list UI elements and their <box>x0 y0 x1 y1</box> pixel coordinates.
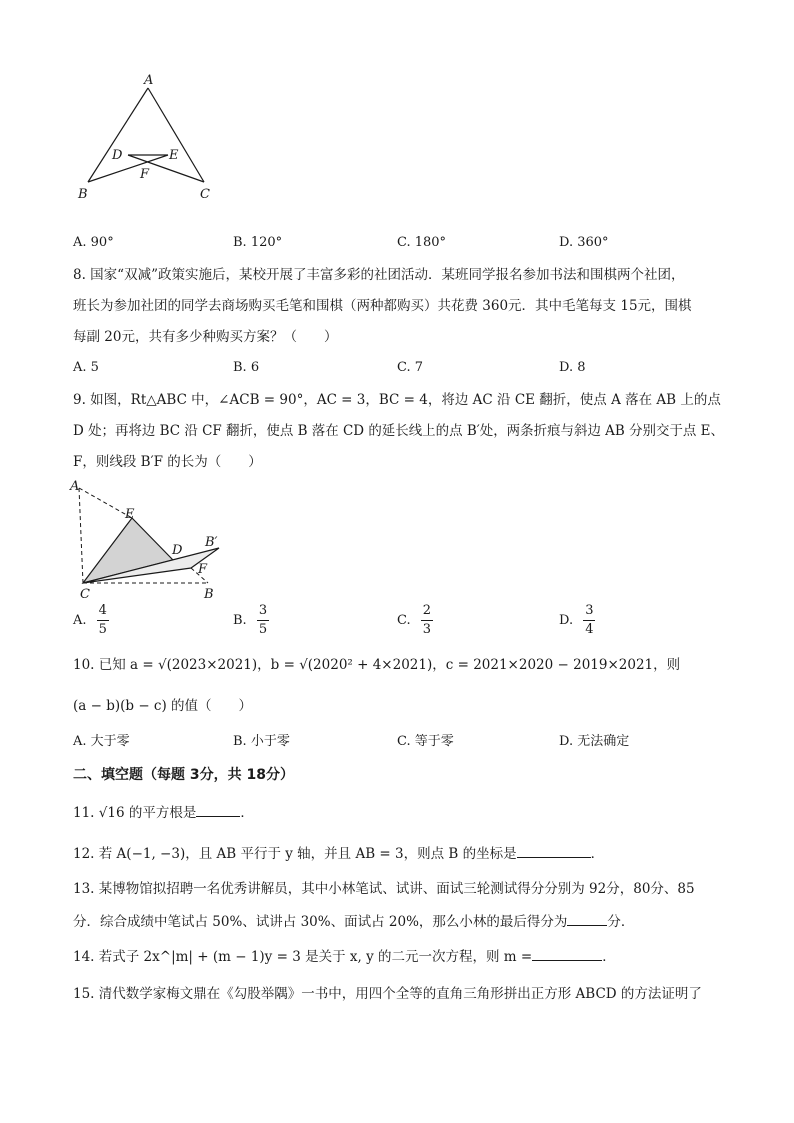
q9-option-b-letter: B. <box>233 613 247 628</box>
q10-option-d: D. 无法确定 <box>559 734 630 749</box>
q9-label-d: D <box>172 543 183 558</box>
q9-label-f: F <box>198 562 208 577</box>
q8-text-line2: 班长为参加社团的同学去商场购买毛笔和围棋（两种都购买）共花费 360元．其中毛笔每支 15元，围棋 <box>73 298 692 314</box>
q10-text-line2: (a − b)(b − c) 的值（ ） <box>73 698 253 714</box>
q8-option-d: D. 8 <box>559 360 586 375</box>
fraction-bar <box>97 620 109 621</box>
q12-text: 12. 若 A(−1, −3)，且 AB 平行于 y 轴，并且 AB = 3，则点 B 的坐标是 <box>73 846 517 862</box>
q7-line-be <box>88 155 168 182</box>
q9-option-d-fraction <box>583 604 595 637</box>
fraction-bar <box>257 620 269 621</box>
q8-text-line3: 每副 20元，共有多少种购买方案？（ ） <box>73 329 338 345</box>
q9-option-b-fraction <box>257 604 269 637</box>
q9-option-c <box>397 604 433 637</box>
q13-line2 <box>73 911 634 931</box>
q10-text-line1: 10. 已知 a = √(2023×2021)，b = √(2020² + 4×2021)，c = 2021×2020 − 2019×2021，则 <box>73 657 681 673</box>
q9-option-a-numerator: 4 <box>98 603 107 618</box>
q7-label-e: E <box>169 148 179 163</box>
q12-answer-blank[interactable] <box>517 843 591 858</box>
q7-option-d: D. 360° <box>559 235 609 250</box>
q9-option-a-denominator: 5 <box>98 622 107 637</box>
q7-line-ac <box>148 88 204 182</box>
q9-option-d <box>559 604 596 637</box>
q9-label-c: C <box>80 587 90 602</box>
q14-answer-blank[interactable] <box>532 946 602 961</box>
q9-option-d-numerator: 3 <box>585 603 594 618</box>
q9-option-c-numerator: 2 <box>422 603 432 618</box>
q10-option-c: C. 等于零 <box>397 734 454 749</box>
q9-label-b: B <box>204 587 214 602</box>
q11-period: ． <box>240 805 254 821</box>
q11-line <box>73 802 254 822</box>
q10-option-b: B. 小于零 <box>233 734 290 749</box>
q7-label-d: D <box>112 148 123 163</box>
section-title-fill-in: 二、填空题（每题 3分，共 18分） <box>73 767 294 783</box>
q9-label-a: A <box>70 479 80 494</box>
q9-text-line1: 9. 如图，Rt△ABC 中，∠ACB = 90°，AC = 3，BC = 4，将边 AC 沿 CE 翻折，使点 A 落在 AB 上的点 <box>73 392 721 408</box>
q7-line-ab <box>88 88 148 182</box>
q13-text-line2: 分．综合成绩中笔试占 50%、试讲占 30%、面试占 20%，那么小林的最后得分为 <box>73 914 568 930</box>
q13-text-line2-end: 分． <box>607 914 635 930</box>
fraction-bar <box>421 620 433 621</box>
q9-option-d-denominator: 4 <box>585 622 594 637</box>
q7-label-b: B <box>78 187 88 202</box>
q7-option-c: C. 180° <box>397 235 447 250</box>
q9-option-b <box>233 604 269 637</box>
fraction-bar <box>583 620 595 621</box>
q8-option-b: B. 6 <box>233 360 260 375</box>
q8-option-c: C. 7 <box>397 360 424 375</box>
q9-option-b-denominator: 5 <box>258 622 268 637</box>
q10-option-a: A. 大于零 <box>73 734 130 749</box>
q9-dashed-ac <box>79 488 83 583</box>
q7-label-f: F <box>140 167 150 182</box>
q9-option-a-fraction <box>97 604 109 637</box>
q9-label-e: E <box>125 507 135 522</box>
q9-option-a <box>73 604 109 637</box>
q13-answer-blank[interactable] <box>567 911 607 926</box>
q9-option-a-letter: A. <box>73 613 87 628</box>
q7-label-c: C <box>200 187 210 202</box>
q14-text: 14. 若式子 2x^|m| + (m − 1)y = 3 是关于 x, y 的二元一次方程，则 m = <box>73 949 533 965</box>
q9-option-d-letter: D. <box>559 613 574 628</box>
q12-line <box>73 843 604 863</box>
q12-period: ． <box>590 846 605 862</box>
q9-figure <box>65 476 235 604</box>
q8-text-line1: 8. 国家“双减”政策实施后，某校开展了丰富多彩的社团活动．某班同学报名参加书法和围棋两个社团， <box>73 267 685 283</box>
q9-option-c-fraction <box>421 604 433 637</box>
q7-label-a: A <box>144 73 154 88</box>
q13-text-line1: 13. 某博物馆拟招聘一名优秀讲解员，其中小林笔试、试讲、面试三轮测试得分分别为 92分，80分、85 <box>73 881 695 897</box>
q9-text-line2: D 处；再将边 BC 沿 CF 翻折，使点 B 落在 CD 的延长线上的点 B′处，两条折痕与斜边 AB 分别交于点 E、 <box>73 423 724 439</box>
q14-period: ． <box>602 949 616 965</box>
q7-figure <box>70 70 230 210</box>
q14-line <box>73 946 616 966</box>
q9-label-b-prime: B′ <box>205 535 218 550</box>
q15-text-line1: 15. 清代数学家梅文鼎在《勾股举隅》一书中，用四个全等的直角三角形拼出正方形 ABCD 的方法证明了 <box>73 986 702 1002</box>
q8-option-a: A. 5 <box>73 360 99 375</box>
q9-option-c-denominator: 3 <box>422 622 432 637</box>
q11-answer-blank[interactable] <box>196 802 240 817</box>
q7-option-b: B. 120° <box>233 235 283 250</box>
q11-text: 11. √16 的平方根是 <box>73 805 197 821</box>
q9-text-line3: F，则线段 B′F 的长为（ ） <box>73 454 262 470</box>
q7-option-a: A. 90° <box>73 235 114 250</box>
q9-option-b-numerator: 3 <box>258 603 268 618</box>
q9-option-c-letter: C. <box>397 613 411 628</box>
